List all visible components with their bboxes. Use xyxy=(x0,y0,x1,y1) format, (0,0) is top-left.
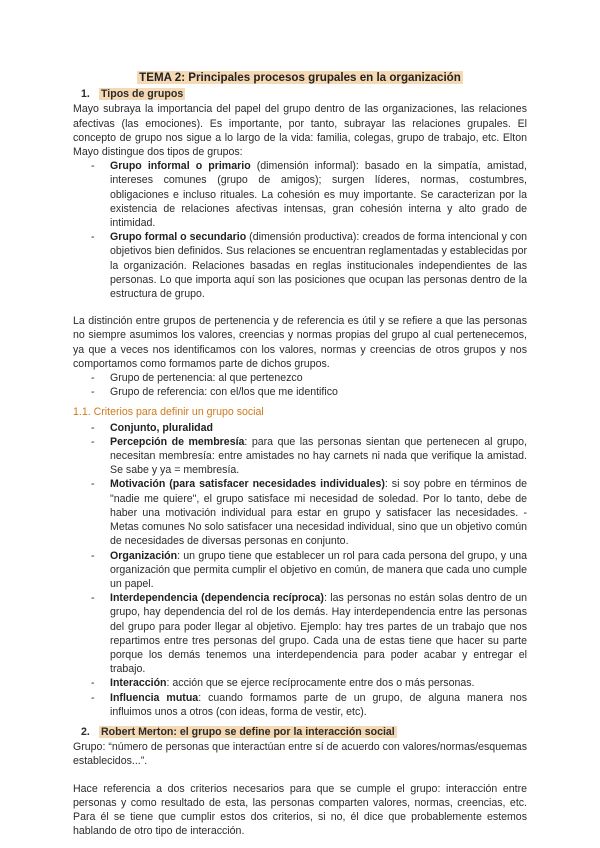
section-1-number: 1. xyxy=(81,88,90,101)
list-item xyxy=(73,591,527,676)
criterion-term: Interacción xyxy=(110,677,167,690)
list-item xyxy=(73,385,527,399)
criterion-term: Interdependencia (dependencia recíproca) xyxy=(110,592,324,605)
section-1-intro: Mayo subraya la importancia del papel del grupo dentro de las organizaciones, las relaciones afectivas (las emociones). Es importante, por tanto, subrayar las relaciones grupales. El concepto de grupo nos sigue a lo largo de la vida: familia, colegas, grupo de trabajo, etc. Elton Mayo distingue dos tipos de grupos: xyxy=(73,103,527,159)
group-kind-text: Grupo de pertenencia: al que pertenezco xyxy=(110,372,303,385)
document-page xyxy=(73,71,527,838)
bullet: - xyxy=(91,435,95,448)
section-2-heading xyxy=(73,725,527,739)
section-2-number: 2. xyxy=(81,725,90,738)
criteria-paragraph: Hace referencia a dos criterios necesarios para que se cumple el grupo: interacción entre personas y como resultado de esta, las personas comparten valores, normas, creencias, etc. Para él se tiene que cumplir estos dos criterios, si no, él dice que probablemente estemos hablando de otro tipo de interacción. xyxy=(73,782,527,838)
list-item xyxy=(73,421,527,435)
criterion-text: : si soy pobre en términos de "nadie me quiere", el grupo satisface mi necesidad de soledad. Por lo tanto, debe de haber una motivación individual para estar en grupo y satisfacer las necesidades. - Metas comunes No solo satisfacer una necesidad individual, sino que un objetivo común de necesidades de diversas personas en conjunto. xyxy=(110,478,527,548)
criterion-term: Conjunto, pluralidad xyxy=(110,421,213,434)
list-item xyxy=(73,676,527,690)
section-2-title: Robert Merton: el grupo se define por la interacción social xyxy=(101,725,395,738)
type-term: Grupo formal o secundario xyxy=(110,231,247,244)
group-types-list xyxy=(73,159,527,301)
bullet: - xyxy=(91,549,95,562)
criterion-term: Organización xyxy=(110,549,178,562)
group-definition: Grupo: “número de personas que interactúan entre sí de acuerdo con valores/normas/esquemas establecidos...”. xyxy=(73,741,527,768)
bullet: - xyxy=(91,372,95,385)
title-row xyxy=(73,71,527,85)
section-1-heading xyxy=(73,87,527,101)
criterion-text: : acción que se ejerce recíprocamente entre dos o más personas. xyxy=(166,677,475,690)
section-1-title: Tipos de grupos xyxy=(101,88,184,101)
bullet: - xyxy=(91,478,95,491)
bullet: - xyxy=(91,160,95,173)
bullet: - xyxy=(91,231,95,244)
section-1-1-heading: 1.1. Criterios para definir un grupo social xyxy=(73,406,264,419)
type-term: Grupo informal o primario xyxy=(110,160,251,173)
list-item xyxy=(73,371,527,385)
page-title: TEMA 2: Principales procesos grupales en la organización xyxy=(139,71,461,84)
group-kind-text: Grupo de referencia: con el/los que me identifico xyxy=(110,386,338,399)
type-text: (dimensión productiva): creados de forma intencional y con objetivos bien definidos. Sus relaciones se encuentran reglamentadas y establecidas por la organización. Relaciones basadas en reglas institucionales independientes de las personas. Lo que importa aquí son las posiciones que ocupan las personas dentro de la estructura de grupo. xyxy=(110,231,527,301)
list-item xyxy=(73,691,527,719)
criterion-term: Motivación (para satisfacer necesidades individuales) xyxy=(110,478,385,491)
list-item xyxy=(73,477,527,548)
criterion-term: Influencia mutua xyxy=(110,691,199,704)
list-item xyxy=(73,230,527,301)
list-item xyxy=(73,549,527,592)
criterion-text: : un grupo tiene que establecer un rol para cada persona del grupo, y una organización que permita cumplir el objetivo en común, de manera que cada uno cumple un papel. xyxy=(110,549,527,590)
group-kinds-list xyxy=(73,371,527,399)
bullet: - xyxy=(91,386,95,399)
type-text: (dimensión informal): basado en la simpatía, amistad, intereses comunes (grupo de amigos); surgen líderes, normas, costumbres, obligaciones e incluso rituales. La cohesión es muy importante. Se caracterizan por la existencia de relaciones afectivas intensas, gran cohesión interna y alto grado de intimidad. xyxy=(110,160,527,230)
distinction-paragraph: La distinción entre grupos de pertenencia y de referencia es útil y se refiere a que las personas no siempre asumimos los valores, creencias y normas propias del grupo al cual pertenecemos, ya que a veces nos identificamos con los valores, normas y creencias de otros grupos y nos comportamos como formamos parte de dichos grupos. xyxy=(73,315,527,370)
spacer xyxy=(73,301,527,314)
criterion-term: Percepción de membresía xyxy=(110,435,245,448)
criterion-text: : cuando formamos parte de un grupo, de alguna manera nos influimos unos a otros (con ideas, forma de vestir, etc). xyxy=(110,691,528,718)
bullet: - xyxy=(91,677,95,690)
criterion-text: : para que las personas sientan que pertenecen al grupo, necesitan membresía: entre amistades no hay carnets ni nada que verifique la amistad. Se sabe y ya = membresía. xyxy=(110,435,527,477)
criterion-text: : las personas no están solas dentro de un grupo, hay dependencia del rol de los demás. Hay interdependencia entre las personas del grupo para poder llegar al objetivo. Ejemplo: hay tres partes de un trabajo que nos repartimos entre tres personas del grupo. Cada una de estas tiene que hacer su parte porque los demás tenemos una interdependencia para poder acabar y entregar el trabajo. xyxy=(110,592,527,676)
spacer xyxy=(73,769,527,782)
bullet: - xyxy=(91,421,95,434)
bullet: - xyxy=(91,592,95,605)
list-item xyxy=(73,159,527,230)
criteria-list xyxy=(73,421,527,719)
bullet: - xyxy=(91,691,95,704)
list-item xyxy=(73,435,527,478)
